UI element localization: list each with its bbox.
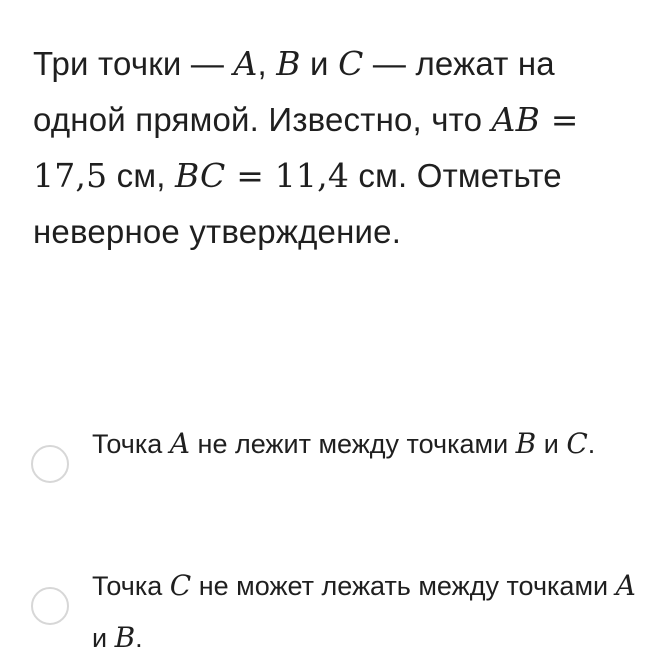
- option-text-part: Точка: [92, 571, 170, 601]
- unit-text: см.: [349, 157, 408, 194]
- option-point: B: [114, 621, 136, 654]
- question-part: ,: [257, 45, 277, 82]
- point-a: A: [233, 44, 258, 83]
- question-instruction: Отметьте неверное утверждение.: [33, 157, 562, 250]
- option-text-part: не лежит между точками: [190, 429, 516, 459]
- bc-value: 11,4: [274, 156, 350, 195]
- radio-button[interactable]: [31, 445, 69, 483]
- option-text-part: и: [536, 429, 567, 459]
- option-label[interactable]: [92, 418, 640, 470]
- equals-sign: =: [225, 156, 275, 195]
- unit-text: см,: [107, 157, 175, 194]
- option-text-part: .: [587, 429, 596, 459]
- option-point: B: [515, 427, 537, 460]
- option-point: C: [566, 427, 588, 460]
- radio-button[interactable]: [31, 587, 69, 625]
- ab-value: 17,5: [33, 156, 108, 195]
- question-text: [33, 36, 643, 260]
- option-text-part: .: [135, 623, 143, 653]
- question-part: — лежат на одной прямой. Известно, что: [33, 45, 555, 138]
- question-part: Три точки —: [33, 45, 234, 82]
- option-point: A: [615, 569, 636, 602]
- option-point: A: [169, 427, 191, 460]
- segment-bc: BC: [174, 156, 226, 195]
- option-text-part: и: [92, 623, 115, 653]
- point-c: C: [338, 44, 364, 83]
- option-point: C: [169, 569, 192, 602]
- option-text-part: Точка: [92, 429, 170, 459]
- option-label[interactable]: [92, 560, 640, 664]
- question-part: и: [300, 45, 339, 82]
- equals-sign: =: [540, 100, 579, 139]
- segment-ab: AB: [491, 100, 541, 139]
- point-b: B: [276, 44, 301, 83]
- option-text-part: не может лежать между точками: [191, 571, 616, 601]
